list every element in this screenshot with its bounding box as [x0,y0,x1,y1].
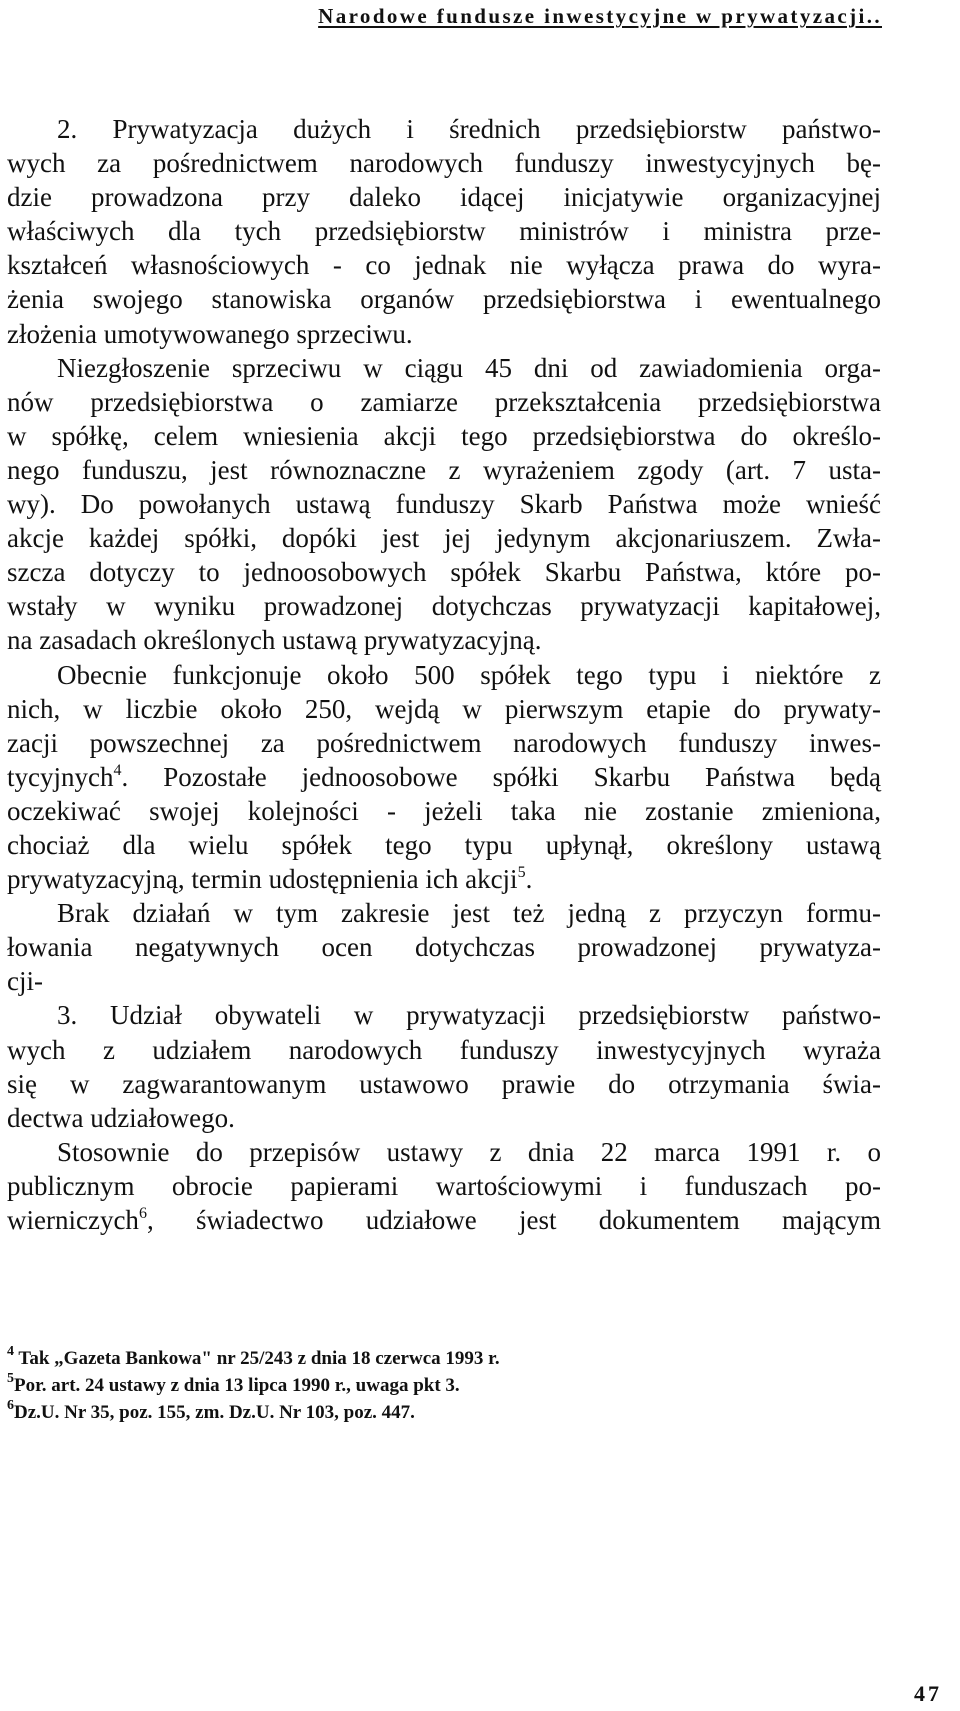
text-line: wstały w wyniku prowadzonej dotychczas prywatyzacji kapitałowej, [7,591,881,622]
text-line: Niezgłoszenie sprzeciwu w ciągu 45 dni od zawiadomienia orga- [57,352,881,383]
footnote-ref-4[interactable]: 4 [113,761,122,779]
footnote-text: Tak „Gazeta Bankowa" nr 25/243 z dnia 18 czerwca 1993 r. [18,1348,500,1369]
running-header-title: Narodowe fundusze inwestycyjne w prywatyzacji.. [318,4,882,28]
footnote-marker: 6 [7,1398,14,1413]
page-number: 47 [914,1681,942,1706]
text-line: łowania negatywnych ocen dotychczas prowadzonej prywatyza- [7,932,881,963]
text-line: w spółkę, celem wniesienia akcji tego przedsiębiorstwa do określo- [7,420,881,451]
footnote-ref-5[interactable]: 5 [517,864,526,882]
text-fragment: prywatyzacyjną, termin udostępnienia ich akcji [7,864,518,895]
text-line: 3. Udział obywateli w prywatyzacji przedsiębiorstw państwo- [57,1000,881,1031]
footnote-text: Dz.U. Nr 35, poz. 155, zm. Dz.U. Nr 103, poz. 447. [14,1402,415,1423]
text-line: nich, w liczbie około 250, wejdą w pierwszym etapie do prywaty- [7,693,881,724]
footnote-4 [7,1345,500,1372]
footnote-marker: 5 [7,1371,14,1386]
footnote-marker: 4 [7,1344,14,1359]
text-fragment: , świadectwo udziałowe jest dokumentem mającym [146,1205,881,1235]
text-line [7,862,881,896]
main-text [7,112,881,1237]
text-line: żenia swojego stanowiska organów przedsiębiorstwa i ewentualnego [7,284,881,315]
text-line: publicznym obrocie papierami wartościowymi i funduszach po- [7,1170,881,1201]
text-fragment: . Pozostałe jednoosobowe spółki Skarbu Państwa będą [121,761,881,792]
text-line: chociaż dla wielu spółek tego typu upłynął, określony ustawą [7,829,881,860]
text-line: złożenia umotywowanego sprzeciwu. [7,318,413,349]
text-line: wych za pośrednictwem narodowych funduszy inwestycyjnych bę- [7,148,881,179]
footnotes [7,1345,500,1426]
text-line: oczekiwać swojej kolejności - jeżeli taka nie zostanie zmieniona, [7,795,881,826]
text-fragment: wierniczych [7,1205,139,1235]
text-line: dzie prowadzona przy daleko idącej inicjatywie organizacyjnej [7,182,881,213]
text-line: wych z udziałem narodowych funduszy inwestycyjnych wyraża [7,1034,881,1065]
text-line: nego funduszu, jest równoznaczne z wyrażeniem zgody (art. 7 usta- [7,454,881,485]
text-line: kształceń własnościowych - co jednak nie wyłącza prawa do wyra- [7,250,881,281]
text-line: szcza dotyczy to jednoosobowych spółek Skarbu Państwa, które po- [7,557,881,588]
footnote-ref-6[interactable]: 6 [138,1205,147,1222]
text-line: Brak działań w tym zakresie jest też jedną z przyczyn formu- [57,898,881,929]
text-line: na zasadach określonych ustawą prywatyzacyjną. [7,625,542,656]
text-line: 2. Prywatyzacja dużych i średnich przedsiębiorstw państwo- [57,114,881,144]
footnote-5 [7,1372,500,1399]
text-line [7,1203,881,1237]
text-line: akcje każdej spółki, dopóki jest jej jedynym akcjonariuszem. Zwła- [7,523,881,554]
text-line [7,760,881,794]
text-line: Stosownie do przepisów ustawy z dnia 22 marca 1991 r. o [57,1136,881,1167]
text-line: się w zagwarantowanym ustawowo prawie do otrzymania świa- [7,1068,881,1099]
text-line: dectwa udziałowego. [7,1102,235,1133]
text-fragment: . [525,864,533,895]
footnote-text: Por. art. 24 ustawy z dnia 13 lipca 1990 r., uwaga pkt 3. [14,1375,460,1396]
text-line: Obecnie funkcjonuje około 500 spółek tego typu i niektóre z [57,659,881,690]
text-line: nów przedsiębiorstwa o zamiarze przekształcenia przedsiębiorstwa [7,386,881,417]
text-line: zacji powszechnej za pośrednictwem narodowych funduszy inwes- [7,727,881,758]
text-line: wy). Do powołanych ustawą funduszy Skarb Państwa może wnieść [7,489,881,520]
text-line: cji- [7,966,43,997]
footnote-6 [7,1399,500,1426]
text-line: właściwych dla tych przedsiębiorstw ministrów i ministra prze- [7,216,881,247]
text-fragment: tycyjnych [7,761,114,792]
